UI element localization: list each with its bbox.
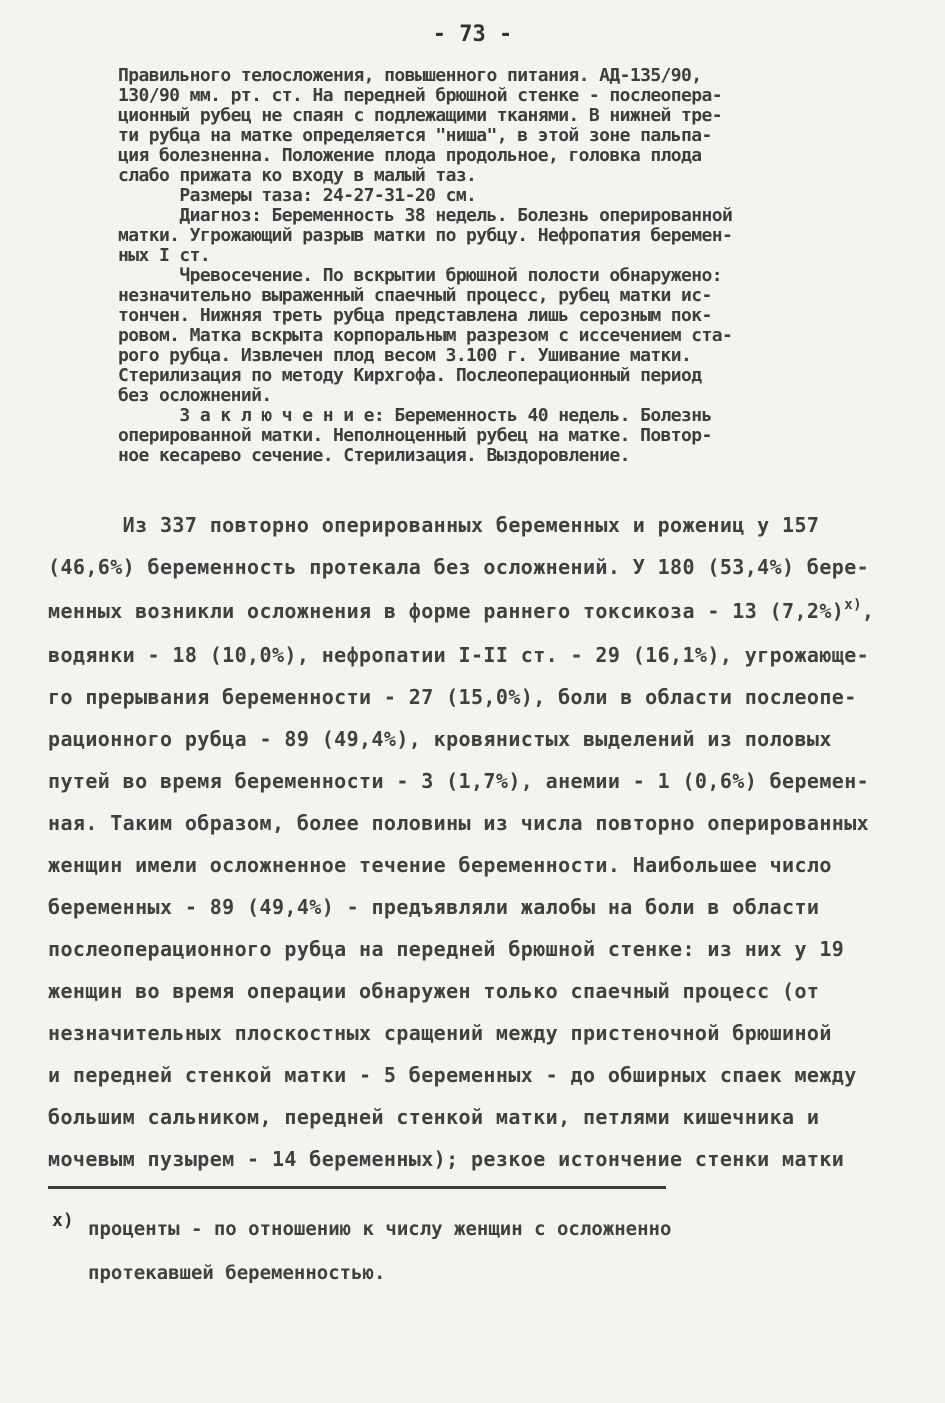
body-line-with-footnote [48,590,874,632]
body-line: путей во время беременности - 3 (1,7%), анемии - 1 (0,6%) беремен- [48,769,870,793]
case-line: ровом. Матка вскрыта корпоральным разрезом с иссечением ста- [118,325,733,346]
case-line: З а к л ю ч е н и е: Беременность 40 недель. Болезнь [118,405,712,426]
page-number: - 73 - [432,22,513,47]
body-line: рационного рубца - 89 (49,4%), кровянистых выделений из половых [48,727,832,751]
case-line: без осложнений. [118,385,272,406]
case-line: рого рубца. Извлечен плод весом 3.100 г. Ушивание матки. [118,345,692,366]
case-history-block [118,66,888,466]
body-line: женщин во время операции обнаружен только спаечный процесс (от [48,979,820,1003]
body-line: (46,6%) беременность протекала без осложнений. У 180 (53,4%) бере- [48,555,870,579]
case-line: матки. Угрожающий разрыв матки по рубцу. Нефропатия беремен- [118,225,733,246]
footnote-line: протекавшей беременностью. [88,1262,386,1284]
footnote-mark: x) [52,1210,74,1231]
body-line: беременных - 89 (49,4%) - предъявляли жалобы на боли в области [48,895,820,919]
case-line: Размеры таза: 24-27-31-20 см. [118,185,477,206]
case-line: ных I ст. [118,245,211,266]
case-line: Правильного телосложения, повышенного питания. АД-135/90, [118,65,702,86]
body-line: женщин имели осложненное течение беременности. Наибольшее число [48,853,832,877]
footnote-separator [48,1186,666,1189]
case-line: ти рубца на матке определяется "ниша", в этой зоне пальпа- [118,125,712,146]
body-line-tail: , [861,599,875,623]
body-line-text: менных возникли осложнения в форме раннего токсикоза - 13 (7,2%) [48,599,845,623]
case-line: ционный рубец не спаян с подлежащими тканями. В нижней тре- [118,105,722,126]
body-line: мочевым пузырем - 14 беременных); резкое истончение стенки матки [48,1147,845,1171]
case-line: Чревосечение. По вскрытии брюшной полости обнаружено: [118,265,722,286]
case-line: ное кесарево сечение. Стерилизация. Выздоровление. [118,445,630,466]
case-line: ция болезненна. Положение плода продольное, головка плода [118,145,702,166]
body-line: и передней стенкой матки - 5 беременных - до обширных спаек между [48,1063,857,1087]
case-line: оперированной матки. Неполноценный рубец на матке. Повтор- [118,425,712,446]
body-line: незначительных плоскостных сращений между пристеночной брюшиной [48,1021,832,1045]
case-line: тончен. Нижняя треть рубца представлена лишь серозным пок- [118,305,712,326]
case-line: Диагноз: Беременность 38 недель. Болезнь оперированной [118,205,733,226]
body-line: послеоперационного рубца на передней брюшной стенке: из них у 19 [48,937,845,961]
case-line: Стерилизация по методу Кирхгофа. Послеоперационный период [118,365,702,386]
body-line: водянки - 18 (10,0%), нефропатии I-II ст. - 29 (16,1%), угрожающе- [48,643,870,667]
body-line: го прерывания беременности - 27 (15,0%), боли в области послеопе- [48,685,857,709]
body-line: ная. Таким образом, более половины из числа повторно оперированных [48,811,870,835]
footnote-line: проценты - по отношению к числу женщин с осложненно [88,1218,672,1240]
body-line: Из 337 повторно оперированных беременных и рожениц у 157 [48,513,820,537]
case-line: незначительно выраженный спаечный процесс, рубец матки ис- [118,285,712,306]
body-line: большим сальником, передней стенкой матки, петлями кишечника и [48,1105,820,1129]
case-line: 130/90 мм. рт. ст. На передней брюшной стенке - послеопера- [118,85,722,106]
case-line: слабо прижата ко входу в малый таз. [118,165,477,186]
footnote-reference: x) [844,597,862,613]
